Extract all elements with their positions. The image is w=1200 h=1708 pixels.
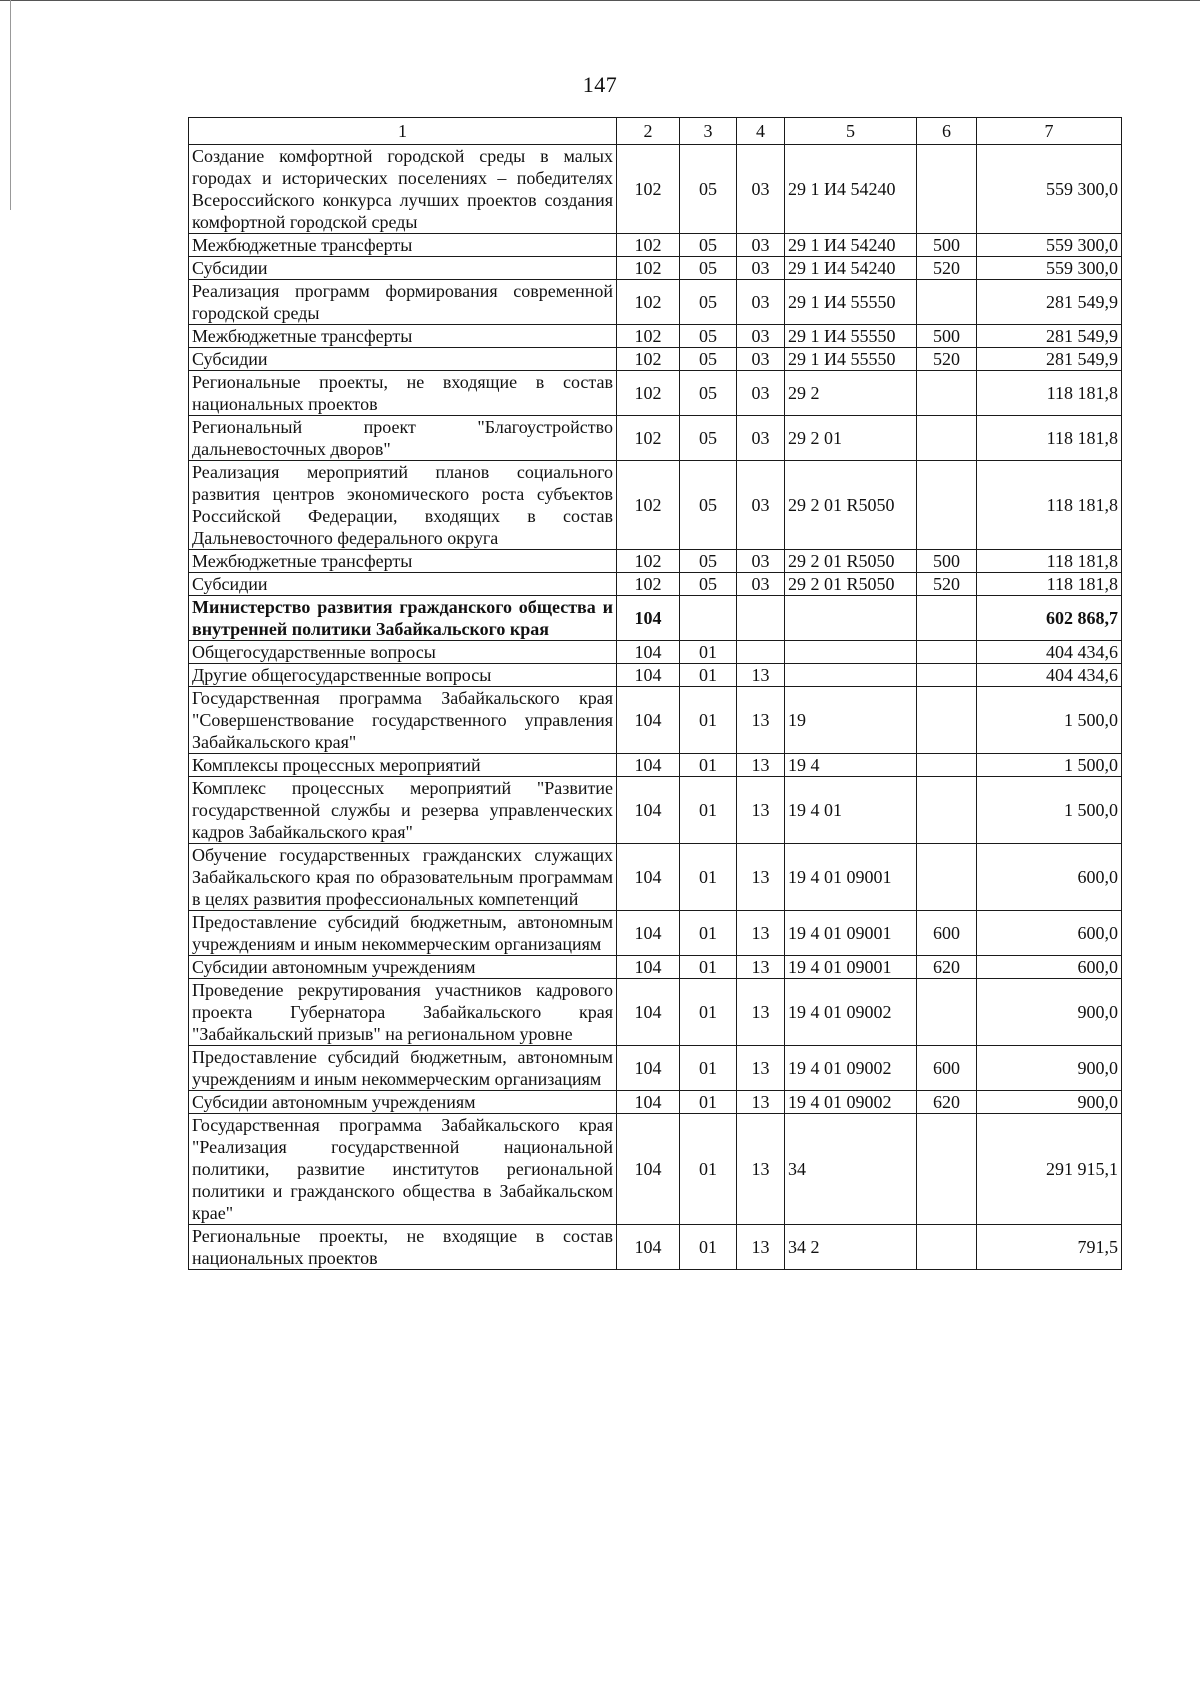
row-subsection-cell: 13 [737,664,785,687]
row-amount-cell: 600,0 [977,956,1122,979]
row-code-cell: 102 [617,280,680,325]
row-code-cell: 104 [617,911,680,956]
table-row [189,777,1122,844]
row-subsection-cell: 13 [737,777,785,844]
row-name-cell: Министерство развития гражданского общества и внутренней политики Забайкальского края [189,596,617,641]
row-target-code-cell: 29 1 И4 54240 [785,145,917,234]
row-subsection-cell: 13 [737,687,785,754]
row-section-cell: 05 [680,145,737,234]
row-subsection-cell: 03 [737,371,785,416]
row-target-code-cell: 34 2 [785,1225,917,1270]
row-expense-type-cell [917,754,977,777]
row-amount-cell: 900,0 [977,979,1122,1046]
left-margin-line [10,0,11,210]
row-section-cell: 01 [680,641,737,664]
row-amount-cell: 600,0 [977,844,1122,911]
row-code-cell: 102 [617,573,680,596]
row-subsection-cell: 03 [737,550,785,573]
table-row [189,1225,1122,1270]
page-number: 147 [582,72,618,97]
row-name-cell: Обучение государственных гражданских служащих Забайкальского края по образовательным программам в целях развития профессиональных компетенций [189,844,617,911]
row-expense-type-cell [917,777,977,844]
row-expense-type-cell: 500 [917,234,977,257]
row-name-cell: Реализация мероприятий планов социального развития центров экономического роста субъектов Российской Федерации, входящих в состав Дальневосточного федерального округа [189,461,617,550]
row-code-cell: 104 [617,844,680,911]
row-expense-type-cell [917,641,977,664]
row-amount-cell: 281 549,9 [977,280,1122,325]
table-row [189,348,1122,371]
row-section-cell [680,596,737,641]
row-amount-cell: 118 181,8 [977,550,1122,573]
row-subsection-cell: 03 [737,573,785,596]
row-section-cell: 05 [680,325,737,348]
row-expense-type-cell [917,371,977,416]
table-row [189,596,1122,641]
row-section-cell: 01 [680,979,737,1046]
row-target-code-cell: 19 4 01 09002 [785,1091,917,1114]
row-expense-type-cell: 520 [917,257,977,280]
table-row [189,754,1122,777]
row-code-cell: 104 [617,664,680,687]
row-name-cell: Межбюджетные трансферты [189,325,617,348]
row-section-cell: 05 [680,550,737,573]
row-expense-type-cell [917,596,977,641]
row-code-cell: 104 [617,687,680,754]
row-subsection-cell: 13 [737,1091,785,1114]
table-row [189,956,1122,979]
table-row [189,687,1122,754]
row-section-cell: 05 [680,416,737,461]
row-name-cell: Предоставление субсидий бюджетным, автономным учреждениям и иным некоммерческим организациям [189,1046,617,1091]
row-code-cell: 102 [617,257,680,280]
row-target-code-cell: 19 4 01 [785,777,917,844]
table-header-row [189,118,1122,145]
row-target-code-cell: 19 [785,687,917,754]
row-section-cell: 05 [680,371,737,416]
table-row [189,416,1122,461]
row-expense-type-cell [917,280,977,325]
row-amount-cell: 900,0 [977,1091,1122,1114]
budget-table [188,117,1122,1270]
row-name-cell: Комплекс процессных мероприятий "Развитие государственной службы и резерва управленческих кадров Забайкальского края" [189,777,617,844]
table-row [189,664,1122,687]
row-name-cell: Субсидии [189,573,617,596]
row-target-code-cell: 19 4 01 09001 [785,956,917,979]
row-target-code-cell: 19 4 01 09001 [785,911,917,956]
header-cell: 1 [189,118,617,145]
row-expense-type-cell [917,416,977,461]
row-target-code-cell: 29 2 [785,371,917,416]
row-target-code-cell: 29 1 И4 54240 [785,257,917,280]
table-row [189,1091,1122,1114]
row-name-cell: Региональный проект "Благоустройство дальневосточных дворов" [189,416,617,461]
row-code-cell: 104 [617,596,680,641]
header-cell: 2 [617,118,680,145]
header-cell: 4 [737,118,785,145]
row-subsection-cell: 03 [737,461,785,550]
row-expense-type-cell [917,844,977,911]
table-row [189,1046,1122,1091]
row-amount-cell: 559 300,0 [977,145,1122,234]
row-code-cell: 104 [617,754,680,777]
table-row [189,550,1122,573]
row-name-cell: Другие общегосударственные вопросы [189,664,617,687]
row-name-cell: Межбюджетные трансферты [189,550,617,573]
row-subsection-cell: 13 [737,956,785,979]
row-target-code-cell: 29 2 01 R5050 [785,461,917,550]
row-amount-cell: 900,0 [977,1046,1122,1091]
row-amount-cell: 281 549,9 [977,325,1122,348]
row-code-cell: 102 [617,234,680,257]
row-target-code-cell: 29 2 01 [785,416,917,461]
row-amount-cell: 602 868,7 [977,596,1122,641]
row-code-cell: 104 [617,641,680,664]
row-section-cell: 05 [680,348,737,371]
row-expense-type-cell [917,145,977,234]
row-target-code-cell: 29 1 И4 54240 [785,234,917,257]
row-code-cell: 102 [617,348,680,371]
table-row [189,844,1122,911]
row-subsection-cell [737,596,785,641]
row-subsection-cell: 13 [737,979,785,1046]
row-code-cell: 104 [617,777,680,844]
row-expense-type-cell [917,1225,977,1270]
row-expense-type-cell: 620 [917,956,977,979]
row-subsection-cell: 13 [737,1114,785,1225]
row-code-cell: 104 [617,979,680,1046]
row-section-cell: 01 [680,1225,737,1270]
row-code-cell: 102 [617,371,680,416]
table-row [189,461,1122,550]
row-target-code-cell: 29 2 01 R5050 [785,573,917,596]
row-name-cell: Региональные проекты, не входящие в состав национальных проектов [189,1225,617,1270]
row-name-cell: Субсидии автономным учреждениям [189,956,617,979]
row-section-cell: 05 [680,280,737,325]
row-target-code-cell: 19 4 01 09002 [785,1046,917,1091]
row-name-cell: Общегосударственные вопросы [189,641,617,664]
row-amount-cell: 600,0 [977,911,1122,956]
table-row [189,234,1122,257]
row-name-cell: Субсидии автономным учреждениям [189,1091,617,1114]
row-section-cell: 01 [680,956,737,979]
row-name-cell: Проведение рекрутирования участников кадрового проекта Губернатора Забайкальского края "Забайкальский призыв" на региональном уровне [189,979,617,1046]
row-name-cell: Субсидии [189,257,617,280]
row-name-cell: Межбюджетные трансферты [189,234,617,257]
row-code-cell: 104 [617,1046,680,1091]
row-amount-cell: 791,5 [977,1225,1122,1270]
row-amount-cell: 559 300,0 [977,257,1122,280]
row-target-code-cell: 29 1 И4 55550 [785,325,917,348]
row-expense-type-cell [917,979,977,1046]
row-section-cell: 01 [680,754,737,777]
row-expense-type-cell: 620 [917,1091,977,1114]
row-target-code-cell: 19 4 01 09002 [785,979,917,1046]
header-cell: 6 [917,118,977,145]
row-section-cell: 05 [680,257,737,280]
row-amount-cell: 404 434,6 [977,641,1122,664]
row-amount-cell: 1 500,0 [977,777,1122,844]
row-target-code-cell: 34 [785,1114,917,1225]
row-code-cell: 102 [617,461,680,550]
row-expense-type-cell: 500 [917,325,977,348]
row-expense-type-cell: 520 [917,348,977,371]
row-subsection-cell: 03 [737,234,785,257]
row-code-cell: 104 [617,1114,680,1225]
table-row [189,573,1122,596]
table-row [189,257,1122,280]
row-code-cell: 102 [617,145,680,234]
row-subsection-cell: 03 [737,348,785,371]
table-row [189,371,1122,416]
row-amount-cell: 1 500,0 [977,754,1122,777]
table-row [189,911,1122,956]
row-target-code-cell: 29 1 И4 55550 [785,348,917,371]
header-cell: 5 [785,118,917,145]
row-name-cell: Предоставление субсидий бюджетным, автономным учреждениям и иным некоммерческим организациям [189,911,617,956]
table-row [189,979,1122,1046]
row-subsection-cell: 03 [737,416,785,461]
row-target-code-cell [785,641,917,664]
row-section-cell: 05 [680,573,737,596]
row-name-cell: Государственная программа Забайкальского края "Совершенствование государственного управления Забайкальского края" [189,687,617,754]
row-section-cell: 01 [680,777,737,844]
row-code-cell: 104 [617,956,680,979]
top-border-line [0,0,1200,1]
row-expense-type-cell: 600 [917,1046,977,1091]
row-name-cell: Реализация программ формирования современной городской среды [189,280,617,325]
row-subsection-cell: 03 [737,325,785,348]
row-subsection-cell: 13 [737,1046,785,1091]
row-code-cell: 102 [617,550,680,573]
row-section-cell: 01 [680,1046,737,1091]
row-section-cell: 01 [680,664,737,687]
row-expense-type-cell [917,664,977,687]
row-target-code-cell: 29 1 И4 55550 [785,280,917,325]
row-subsection-cell: 13 [737,1225,785,1270]
row-section-cell: 01 [680,1091,737,1114]
row-expense-type-cell: 520 [917,573,977,596]
header-cell: 3 [680,118,737,145]
row-section-cell: 01 [680,687,737,754]
row-amount-cell: 1 500,0 [977,687,1122,754]
row-name-cell: Комплексы процессных мероприятий [189,754,617,777]
table-row [189,280,1122,325]
row-code-cell: 104 [617,1091,680,1114]
row-target-code-cell: 19 4 01 09001 [785,844,917,911]
row-name-cell: Создание комфортной городской среды в малых городах и исторических поселениях – победителях Всероссийского конкурса лучших проектов создания комфортной городской среды [189,145,617,234]
row-amount-cell: 118 181,8 [977,461,1122,550]
header-cell: 7 [977,118,1122,145]
row-name-cell: Региональные проекты, не входящие в состав национальных проектов [189,371,617,416]
row-subsection-cell: 03 [737,280,785,325]
row-subsection-cell [737,641,785,664]
row-subsection-cell: 13 [737,754,785,777]
row-amount-cell: 118 181,8 [977,573,1122,596]
row-code-cell: 102 [617,325,680,348]
row-target-code-cell [785,596,917,641]
table-row [189,1114,1122,1225]
row-amount-cell: 281 549,9 [977,348,1122,371]
row-expense-type-cell [917,461,977,550]
row-name-cell: Государственная программа Забайкальского края "Реализация государственной национальной политики, развитие институтов региональной политики и гражданского общества в Забайкальском крае" [189,1114,617,1225]
table-row [189,145,1122,234]
row-section-cell: 01 [680,911,737,956]
row-code-cell: 102 [617,416,680,461]
row-amount-cell: 118 181,8 [977,371,1122,416]
row-target-code-cell [785,664,917,687]
row-amount-cell: 559 300,0 [977,234,1122,257]
row-expense-type-cell: 500 [917,550,977,573]
row-code-cell: 104 [617,1225,680,1270]
row-expense-type-cell: 600 [917,911,977,956]
row-subsection-cell: 13 [737,844,785,911]
row-target-code-cell: 19 4 [785,754,917,777]
row-expense-type-cell [917,687,977,754]
row-expense-type-cell [917,1114,977,1225]
row-subsection-cell: 03 [737,145,785,234]
row-subsection-cell: 13 [737,911,785,956]
row-amount-cell: 291 915,1 [977,1114,1122,1225]
table-row [189,325,1122,348]
row-section-cell: 05 [680,234,737,257]
row-subsection-cell: 03 [737,257,785,280]
row-section-cell: 05 [680,461,737,550]
row-target-code-cell: 29 2 01 R5050 [785,550,917,573]
row-section-cell: 01 [680,844,737,911]
row-amount-cell: 118 181,8 [977,416,1122,461]
table-row [189,641,1122,664]
row-name-cell: Субсидии [189,348,617,371]
row-section-cell: 01 [680,1114,737,1225]
table-body [189,145,1122,1270]
row-amount-cell: 404 434,6 [977,664,1122,687]
